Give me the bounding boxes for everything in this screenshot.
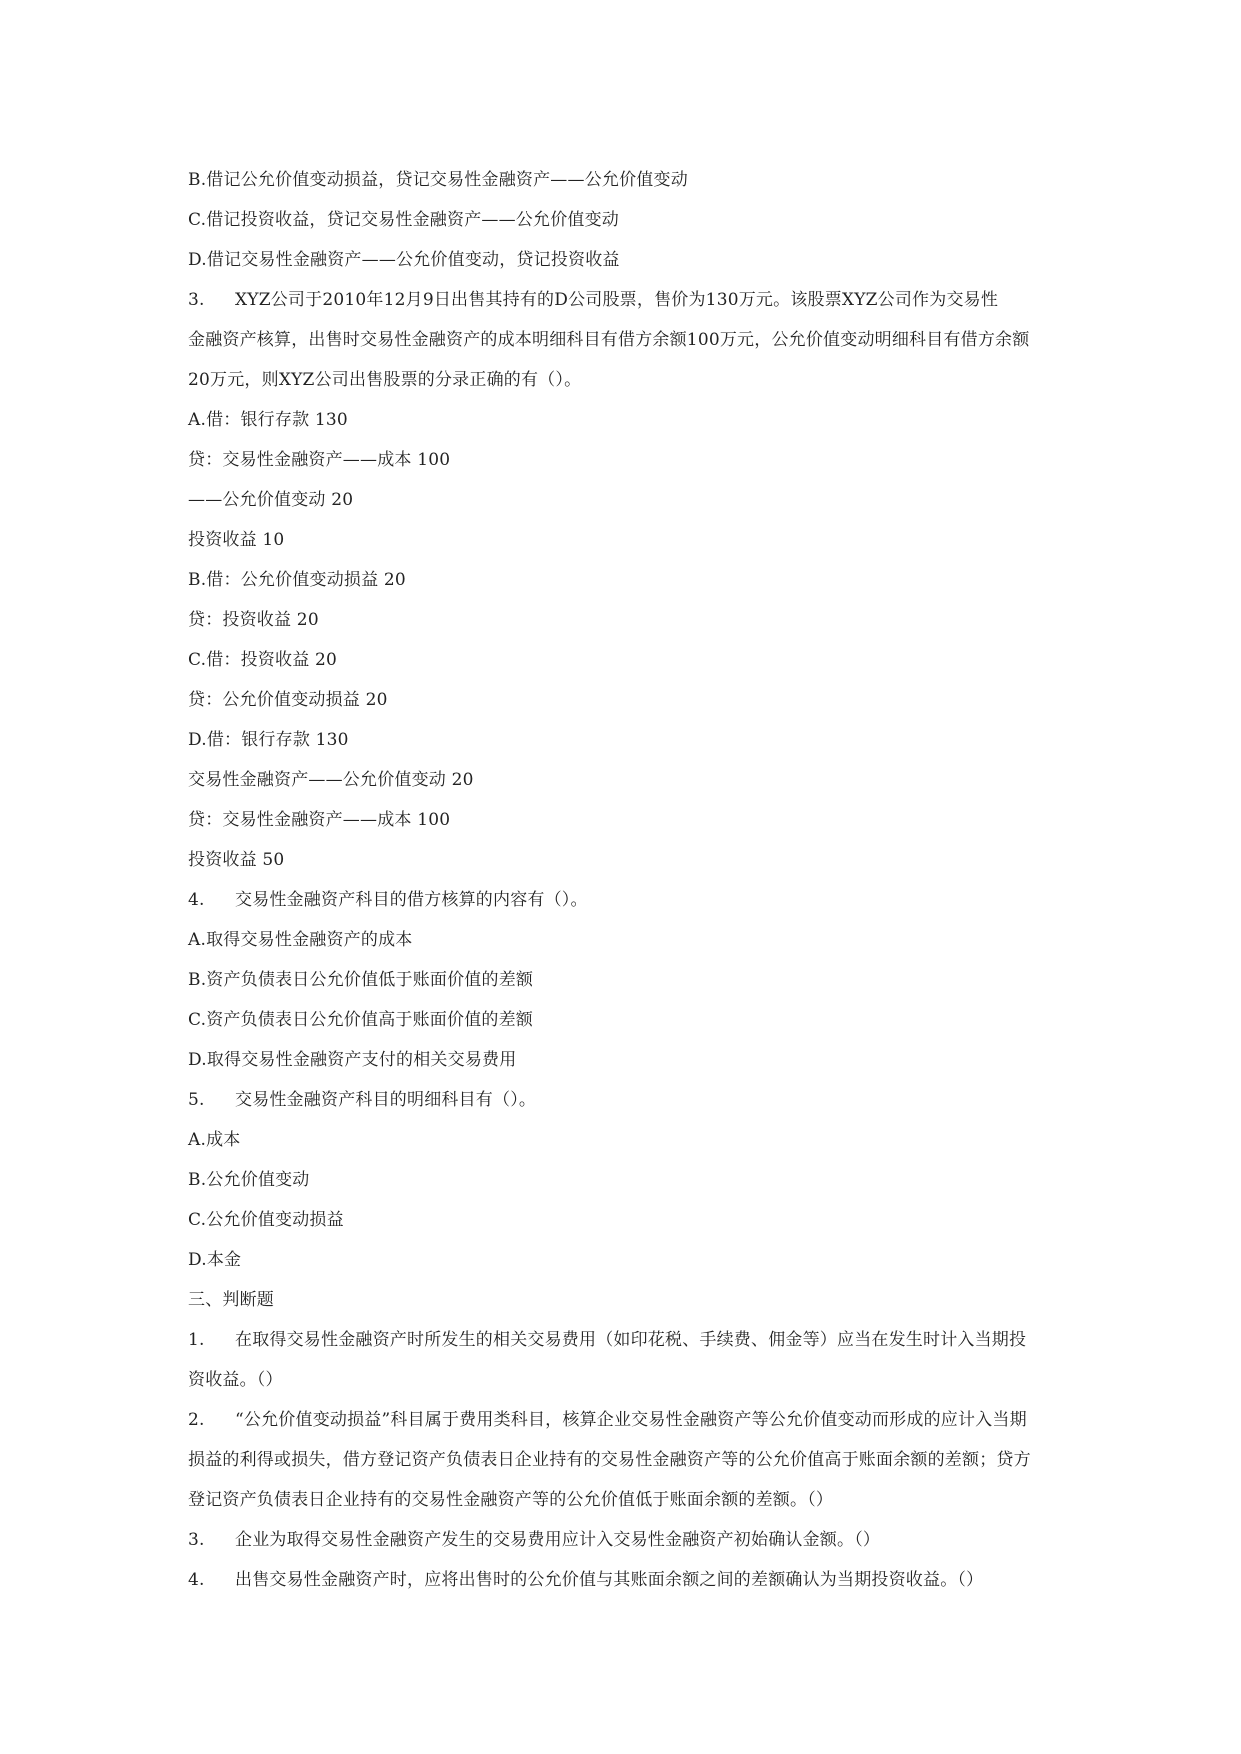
question-line [188,1520,1058,1560]
text-line [188,320,1058,360]
line-text: D.借：银行存款 130 [188,730,349,750]
line-text: 20万元，则XYZ公司出售股票的分录正确的有（）。 [188,370,582,390]
text-line [188,1360,1058,1400]
line-text: 贷：公允价值变动损益 20 [188,690,388,710]
text-line [188,560,1058,600]
line-text: C.借：投资收益 20 [188,650,338,670]
line-text: 三、判断题 [188,1290,274,1310]
line-text: 企业为取得交易性金融资产发生的交易费用应计入交易性金融资产初始确认金额。（） [235,1530,881,1550]
line-text: 贷：交易性金融资产——成本 100 [188,450,451,470]
text-line [188,1160,1058,1200]
line-text: 损益的利得或损失，借方登记资产负债表日企业持有的交易性金融资产等的公允价值高于账面余额的差额；贷方 [188,1450,1031,1470]
line-text: C.公允价值变动损益 [188,1210,344,1230]
text-line [188,1000,1058,1040]
line-text: 交易性金融资产科目的明细科目有（）。 [235,1090,537,1110]
text-line [188,720,1058,760]
text-line [188,840,1058,880]
line-text: A.成本 [188,1130,241,1150]
text-line [188,1200,1058,1240]
text-line [188,1280,1058,1320]
line-text: 资收益。（） [188,1370,283,1390]
line-text: 贷：投资收益 20 [188,610,319,630]
text-line [188,960,1058,1000]
question-line [188,1320,1058,1360]
question-number: 5. [188,1090,205,1110]
text-line [188,680,1058,720]
text-line [188,920,1058,960]
line-text: D.借记交易性金融资产——公允价值变动，贷记投资收益 [188,250,620,270]
question-number: 1. [188,1330,205,1350]
line-text: 在取得交易性金融资产时所发生的相关交易费用（如印花税、手续费、佣金等）应当在发生时计入当期投 [235,1330,1027,1350]
question-line [188,1560,1058,1600]
line-text: D.取得交易性金融资产支付的相关交易费用 [188,1050,517,1070]
document-body [188,160,1058,1600]
line-text: B.借记公允价值变动损益，贷记交易性金融资产——公允价值变动 [188,170,688,190]
question-line [188,1400,1058,1440]
line-text: A.借：银行存款 130 [188,410,348,430]
text-line [188,800,1058,840]
line-text: C.资产负债表日公允价值高于账面价值的差额 [188,1010,534,1030]
line-text: B.借：公允价值变动损益 20 [188,570,406,590]
line-text: XYZ公司于2010年12月9日出售其持有的D公司股票，售价为130万元。该股票XYZ公司作为交易性 [235,290,999,310]
text-line [188,640,1058,680]
question-number: 3. [188,290,205,310]
text-line [188,1440,1058,1480]
question-line [188,280,1058,320]
line-text: D.本金 [188,1250,242,1270]
question-number: 2. [188,1410,205,1430]
line-text: 投资收益 50 [188,850,285,870]
text-line [188,400,1058,440]
text-line [188,760,1058,800]
text-line [188,520,1058,560]
text-line [188,1240,1058,1280]
line-text: 交易性金融资产——公允价值变动 20 [188,770,474,790]
line-text: 贷：交易性金融资产——成本 100 [188,810,451,830]
line-text: 出售交易性金融资产时，应将出售时的公允价值与其账面余额之间的差额确认为当期投资收益。（） [235,1570,984,1590]
question-line [188,880,1058,920]
line-text: A.取得交易性金融资产的成本 [188,930,413,950]
line-text: 交易性金融资产科目的借方核算的内容有（）。 [235,890,588,910]
line-text: C.借记投资收益，贷记交易性金融资产——公允价值变动 [188,210,620,230]
question-number: 3. [188,1530,205,1550]
line-text: 投资收益 10 [188,530,285,550]
line-text: 金融资产核算，出售时交易性金融资产的成本明细科目有借方余额100万元，公允价值变动明细科目有借方余额 [188,330,1030,350]
line-text: ——公允价值变动 20 [188,490,354,510]
line-text: 登记资产负债表日企业持有的交易性金融资产等的公允价值低于账面余额的差额。（） [188,1490,834,1510]
text-line [188,480,1058,520]
text-line [188,1040,1058,1080]
line-text: B.资产负债表日公允价值低于账面价值的差额 [188,970,534,990]
line-text: “公允价值变动损益”科目属于费用类科目，核算企业交易性金融资产等公允价值变动而形成的应计入当期 [235,1410,1027,1430]
text-line [188,240,1058,280]
text-line [188,600,1058,640]
text-line [188,160,1058,200]
text-line [188,440,1058,480]
line-text: B.公允价值变动 [188,1170,310,1190]
question-line [188,1080,1058,1120]
question-number: 4. [188,1570,205,1590]
text-line [188,200,1058,240]
text-line [188,360,1058,400]
question-number: 4. [188,890,205,910]
text-line [188,1120,1058,1160]
text-line [188,1480,1058,1520]
